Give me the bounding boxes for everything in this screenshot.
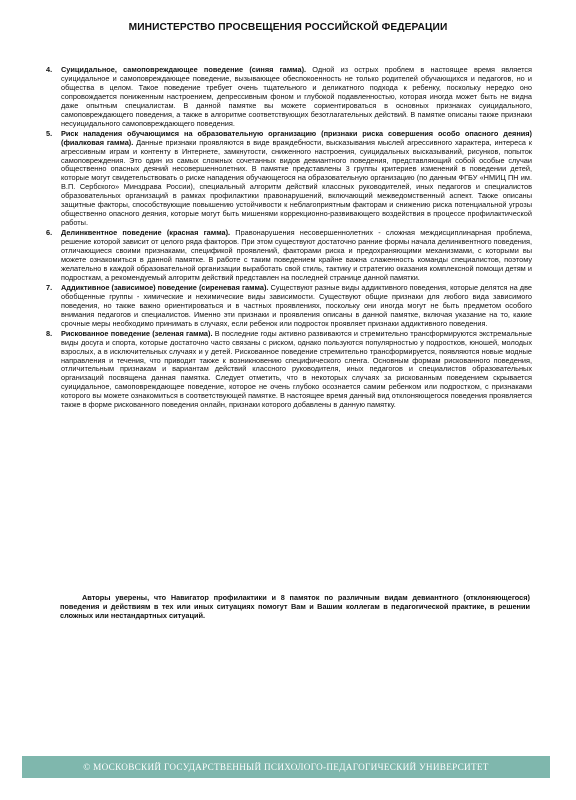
item-text: В последние годы активно развиваются и стремительно трансформируются экстремальные виды досуга и спорта, которые достаточно часто связаны с риском, однако пользуются популярностью у подростков, юношей, молодых взрослых, а в исключительных случаях и у детей. Рискованное поведение стремительно трансформируется, появляются новые модные направления и течения, что приводит также к возникновению специфического сленга. Основным формам рискованного поведения, отличительным признакам и вариантам действий классного руководителя, иных педагогов и специалистов образовательных организаций посвящена данная памятка. Следует отметить, что в некоторых случаях за рискованным поведением скрывается суицидальное, самоповреждающее поведение, которое не очень глубоко осознается самим ребенком или подростком, с признаками которого вы можете ознакомиться в соответствующей памятке. В настоящее время данный вид отклоняющегося поведения проявляется также в форме рискованного поведения онлайн, признаки которого добавлены в данную памятку. [61,328,532,410]
item-title: Аддиктивное (зависимое) поведение (сиреневая гамма). [61,282,269,292]
item-number: 6. [46,228,53,238]
behavior-list [46,66,532,411]
list-item [46,66,532,129]
page-header: МИНИСТЕРСТВО ПРОСВЕЩЕНИЯ РОССИЙСКОЙ ФЕДЕРАЦИИ [128,22,448,33]
list-item [46,229,532,283]
item-text: Одной из острых проблем в настоящее время является суицидальное и самоповреждающее поведение, вызывающее обеспокоенность не только родителей обучающихся и педагогов, но и общества в целом. Такое поведение требует очень тщательного и деликатного подхода к ребенку, поскольку нередко оно сопровождается пониженным настроением, депрессивным фоном и глубокой подавленностью, которая иногда может быть не видна даже опытным специалистам. В данной памятке вы можете сориентироваться в основных признаках суицидального, самоповреждающего поведения, а также в алгоритме соответствующих безотлагательных действий. В памятке описаны также признаки несуицидального самоповреждающего поведения. [61,65,532,128]
list-item [46,330,532,411]
item-text: Правонарушения несовершеннолетних - сложная междисциплинарная проблема, решение которой зависит от целого ряда факторов. При этом существуют достаточно ранние формы начала делинквентного поведения, отличающиеся своими признаками, спецификой проявлений, факторами риска и предохраняющими механизмами, с которыми вы можете ознакомиться в данной памятке. В работе с таким поведением крайне важна слаженность команды специалистов, поэтому желательно в каждой образовательной организации выработать свой стиль, тактику и стратегию оказания комплексной помощи детям и подросткам, а рекомендуемый алгоритм действий представлен на последней странице данной памятки. [61,228,532,282]
footer-bar [22,756,550,778]
item-text: Данные признаки проявляются в виде враждебности, высказывания мыслей агрессивного характера, интереса к агрессивным играм и контенту в Интернете, замкнутости, сниженного настроения, суицидальных высказываний, рисунков, попыток самоповреждения. Это один из самых сложных сочетанных видов девиантного поведения, представляющий собой особые случаи общественно опасных деяний несовершеннолетних. В памятке представлены 3 группы критериев изменений в поведении детей, которые могут свидетельствовать о риске нападения обучающегося на образовательную организацию (по данным ФГБУ «НМИЦ ПН им. В.П. Сербского» Минздрава России), специальный алгоритм действий классных руководителей, иных педагогов и специалистов образовательных организаций в рамках профилактики правонарушений, включающий межведомственный аспект. Также описаны защитные факторы, способствующие повышению устойчивости к неблагоприятным факторам и снижению риска потенциальной угрозы общественно опасного деяния, которые могут быть мишенями коррекционно-развивающего воздействия в процессе профилактической работы. [61,137,532,228]
item-number: 7. [46,282,53,292]
item-title: Суицидальное, самоповреждающее поведение (синяя гамма). [61,65,307,74]
list-item [46,130,532,228]
footer-copyright: © МОСКОВСКИЙ ГОСУДАРСТВЕННЫЙ ПСИХОЛОГО-ПЕДАГОГИЧЕСКИЙ УНИВЕРСИТЕТ [83,762,489,772]
item-title: Рискованное поведение (зеленая гамма). [61,328,213,338]
list-item [46,284,532,329]
item-number: 4. [46,65,53,74]
item-number: 5. [46,128,53,138]
conclusion-paragraph: Авторы уверены, что Навигатор профилактики и 8 памяток по различным видам девиантного (отклоняющегося) поведения и действиям в тех или иных ситуациях помогут Вам и Вашим коллегам в педагогической практике, в решении сложных или нестандартных ситуаций. [60,593,530,620]
item-text: Существуют разные виды аддиктивного поведения, которые делятся на две обобщенные группы - химические и нехимические виды зависимости. Существуют общие признаки для любого вида зависимого поведения, но также важно ориентироваться и в частных проявлениях, поскольку они иногда могут не быть предметом особого внимания педагогов и специалистов. Именно эти признаки и проявления описаны в данной памятке, включая указание на то, какие срочные меры необходимо принимать в случаях, если ребенок или подросток проявляет признаки аддиктивного поведения. [61,282,532,328]
item-title: Делинквентное поведение (красная гамма). [61,228,231,238]
item-title: Риск нападения обучающимся на образовательную организацию (признаки риска совершения особо опасного деяния) (фиалковая гамма). [61,128,532,147]
item-number: 8. [46,328,53,338]
